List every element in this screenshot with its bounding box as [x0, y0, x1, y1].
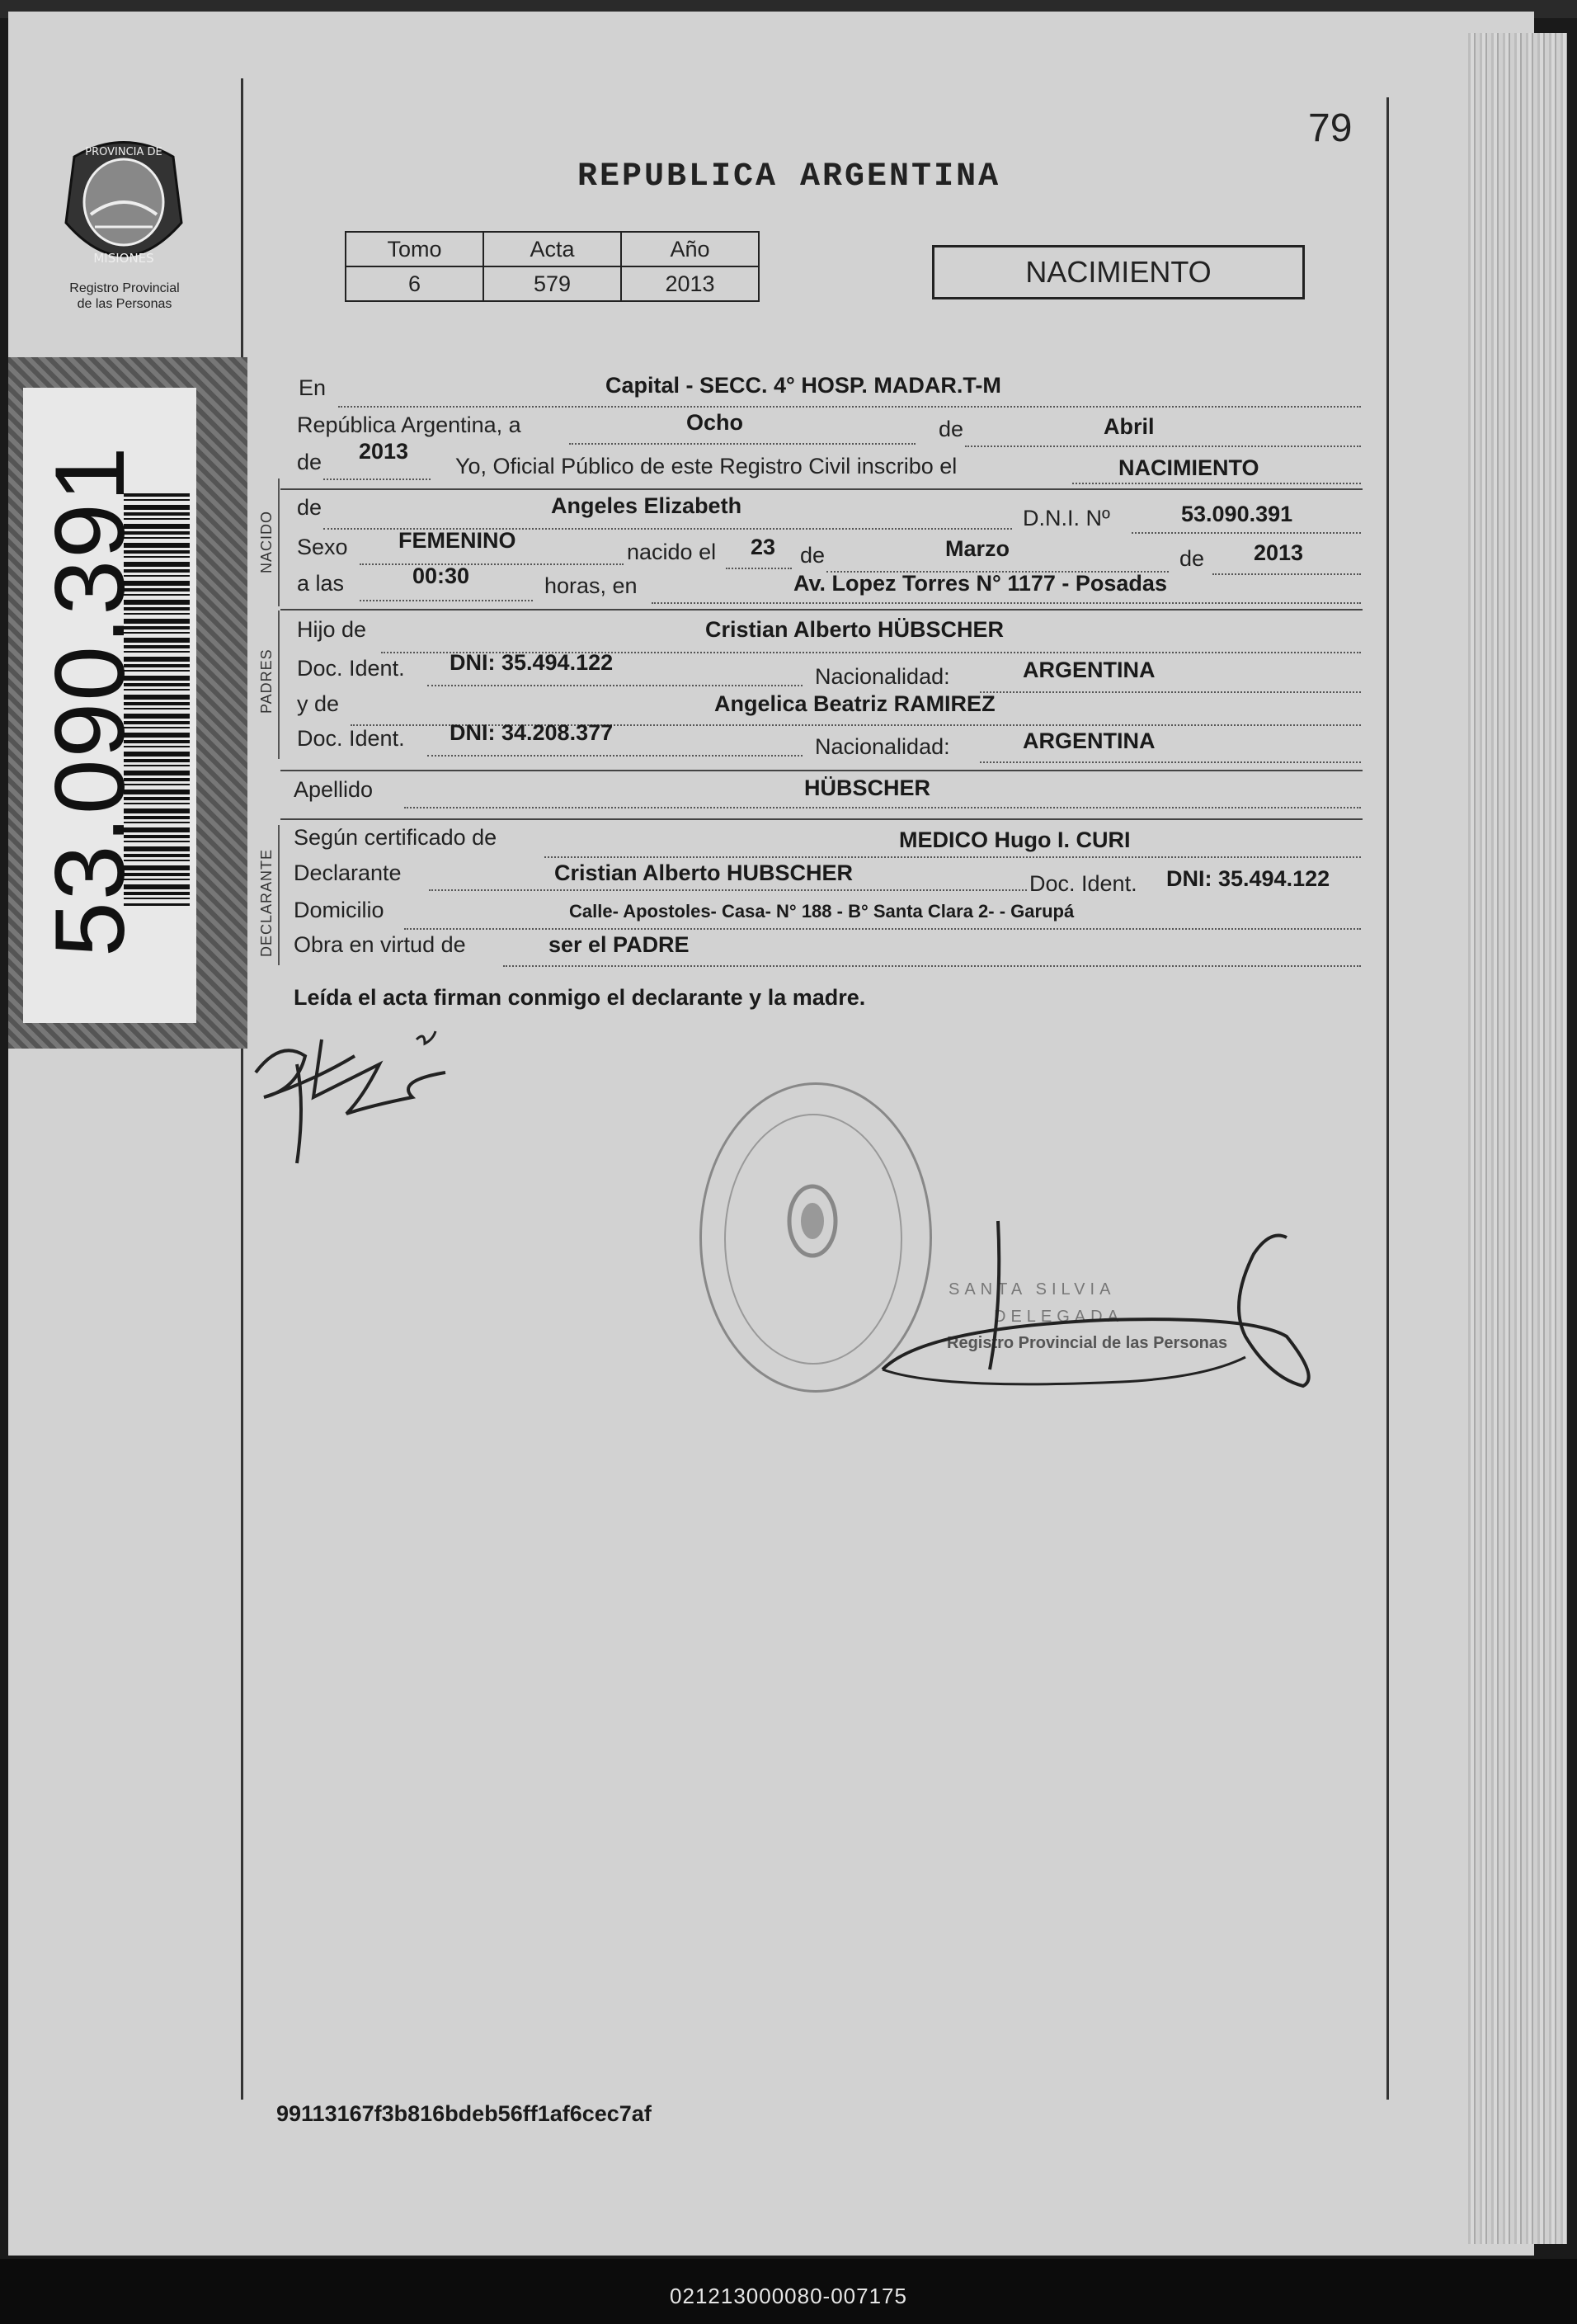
madre-nac-value: ARGENTINA: [1023, 728, 1156, 753]
sticker-id-number: 53.090.391: [35, 445, 145, 957]
nac-dia-dotline: [726, 568, 792, 569]
official-signature: [858, 1213, 1336, 1427]
horas-en-label: horas, en: [544, 573, 638, 598]
logo-caption: [33, 280, 216, 312]
nacionalidad-label-1: Nacionalidad:: [815, 664, 950, 689]
logo-ring-text-bottom: MISIONES: [93, 251, 154, 266]
section-rule-4: [280, 818, 1363, 820]
section-rule-2: [280, 609, 1363, 610]
delegate-stamp-line-1: SANTA SILVIA: [949, 1280, 1116, 1299]
nombre-value: Angeles Elizabeth: [551, 493, 742, 518]
table-value-row: [346, 266, 759, 301]
sexo-label: Sexo: [297, 535, 348, 559]
en-value: Capital - SECC. 4° HOSP. MADAR.T-M: [605, 373, 1001, 398]
de-label-5: de: [1179, 546, 1205, 571]
obra-label: Obra en virtud de: [294, 932, 466, 957]
delegate-stamp-line-3: Registro Provincial de las Personas: [947, 1334, 1228, 1352]
certificado-value: MEDICO Hugo I. CURI: [899, 827, 1131, 852]
section-label-declarante: DECLARANTE: [258, 848, 275, 957]
madre-doc-value: DNI: 34.208.377: [450, 720, 614, 745]
sexo-value: FEMENINO: [398, 528, 516, 553]
page-number: 79: [1308, 106, 1353, 150]
nacido-el-label: nacido el: [627, 540, 717, 564]
section-rule-1: [280, 488, 1363, 490]
padre-nac-dotline: [980, 691, 1361, 693]
a-las-label: a las: [297, 571, 345, 596]
declarante-dotline: [429, 889, 1027, 891]
nac-mes-value: Marzo: [945, 536, 1010, 561]
nacido-section-line: [278, 478, 280, 606]
mes-dotline: [965, 445, 1361, 447]
doc-ident-label-2: Doc. Ident.: [297, 726, 405, 751]
nac-anio-dotline: [1212, 573, 1361, 575]
delegate-stamp-line-2: DELEGADA: [994, 1308, 1123, 1326]
nac-dia-value: 23: [751, 535, 776, 559]
certificado-dotline: [544, 856, 1361, 858]
declarante-doc-value: DNI: 35.494.122: [1166, 866, 1330, 891]
inscripcion-value: NACIMIENTO: [1118, 455, 1259, 480]
document-title: REPUBLICA ARGENTINA: [577, 158, 1001, 196]
padres-section-line: [278, 610, 280, 759]
declarante-label: Declarante: [294, 860, 402, 885]
mes-value: Abril: [1104, 414, 1155, 439]
section-label-padres: PADRES: [258, 648, 275, 714]
hijo-de-label: Hijo de: [297, 617, 367, 642]
nac-anio-value: 2013: [1254, 540, 1304, 565]
madre-value: Angelica Beatriz RAMIREZ: [714, 691, 996, 716]
de-label-3: de: [297, 495, 322, 520]
obra-dotline: [503, 965, 1361, 967]
scan-reference-code: 021213000080-007175: [670, 2284, 907, 2308]
right-margin-line: [1386, 97, 1389, 2100]
obra-value: ser el PADRE: [548, 932, 690, 957]
nacionalidad-label-2: Nacionalidad:: [815, 734, 950, 759]
table-value-acta: 579: [483, 266, 621, 301]
doc-ident-label-1: Doc. Ident.: [297, 656, 405, 681]
stamp-emblem-icon: [784, 1180, 841, 1262]
anio-dotline: [323, 478, 431, 480]
record-type-box: NACIMIENTO: [932, 245, 1305, 299]
lugar-value: Av. Lopez Torres N° 1177 - Posadas: [793, 571, 1167, 596]
apellido-label: Apellido: [294, 777, 374, 802]
declarante-value: Cristian Alberto HUBSCHER: [554, 860, 854, 885]
hora-value: 00:30: [412, 563, 470, 588]
province-coat-of-arms-logo: [58, 124, 190, 280]
sexo-dotline: [360, 563, 624, 565]
section-rule-3: [280, 770, 1363, 771]
domicilio-dotline: [404, 928, 1361, 930]
domicilio-value: Calle- Apostoles- Casa- N° 188 - B° Santa Clara 2- - Garupá: [569, 901, 1075, 922]
madre-doc-dotline: [427, 755, 803, 757]
table-value-anio: 2013: [621, 266, 759, 301]
section-label-nacido: NACIDO: [258, 510, 275, 573]
apellido-dotline: [404, 807, 1361, 808]
de-label-4: de: [800, 543, 826, 568]
dni-label: D.N.I. Nº: [1023, 506, 1110, 530]
logo-ring-text-top: PROVINCIA DE: [85, 146, 162, 158]
declarant-signature: [247, 1006, 487, 1171]
y-de-label: y de: [297, 691, 340, 716]
anio-value: 2013: [359, 439, 409, 464]
padre-doc-value: DNI: 35.494.122: [450, 650, 614, 675]
declarante-section-line: [278, 825, 280, 965]
republica-label: República Argentina, a: [297, 412, 521, 437]
padre-doc-dotline: [427, 685, 803, 686]
document-hash: 99113167f3b816bdeb56ff1af6cec7af: [276, 2101, 652, 2126]
logo-caption-line-2: de las Personas: [77, 297, 172, 311]
en-label: En: [299, 375, 327, 400]
en-dotline: [338, 406, 1361, 408]
closing-statement: Leída el acta firman conmigo el declarante y la madre.: [294, 985, 866, 1010]
de-label-1: de: [939, 417, 964, 441]
dia-dotline: [569, 443, 916, 445]
dni-value: 53.090.391: [1181, 502, 1293, 526]
padre-nac-value: ARGENTINA: [1023, 658, 1156, 682]
tomo-acta-anio-table: [345, 231, 760, 302]
domicilio-label: Domicilio: [294, 898, 384, 922]
lugar-dotline: [652, 602, 1361, 604]
madre-nac-dotline: [980, 761, 1361, 763]
table-header-acta: Acta: [483, 232, 621, 266]
de-label-2: de: [297, 450, 322, 474]
apellido-value: HÜBSCHER: [804, 775, 931, 800]
segun-label: Según certificado de: [294, 825, 497, 850]
padre-value: Cristian Alberto HÜBSCHER: [705, 617, 1005, 642]
oficial-text: Yo, Oficial Público de este Registro Civil inscribo el: [455, 454, 958, 478]
dni-dotline: [1132, 532, 1361, 534]
inscripcion-dotline: [1072, 483, 1361, 484]
table-value-tomo: 6: [346, 266, 483, 301]
table-header-tomo: Tomo: [346, 232, 483, 266]
doc-ident-label-3: Doc. Ident.: [1029, 871, 1137, 896]
page-stack-edge: [1468, 33, 1567, 2244]
table-header-anio: Año: [621, 232, 759, 266]
table-header-row: [346, 232, 759, 266]
logo-caption-line-1: Registro Provincial: [69, 281, 180, 295]
hora-dotline: [360, 600, 533, 601]
dia-value: Ocho: [686, 410, 744, 435]
